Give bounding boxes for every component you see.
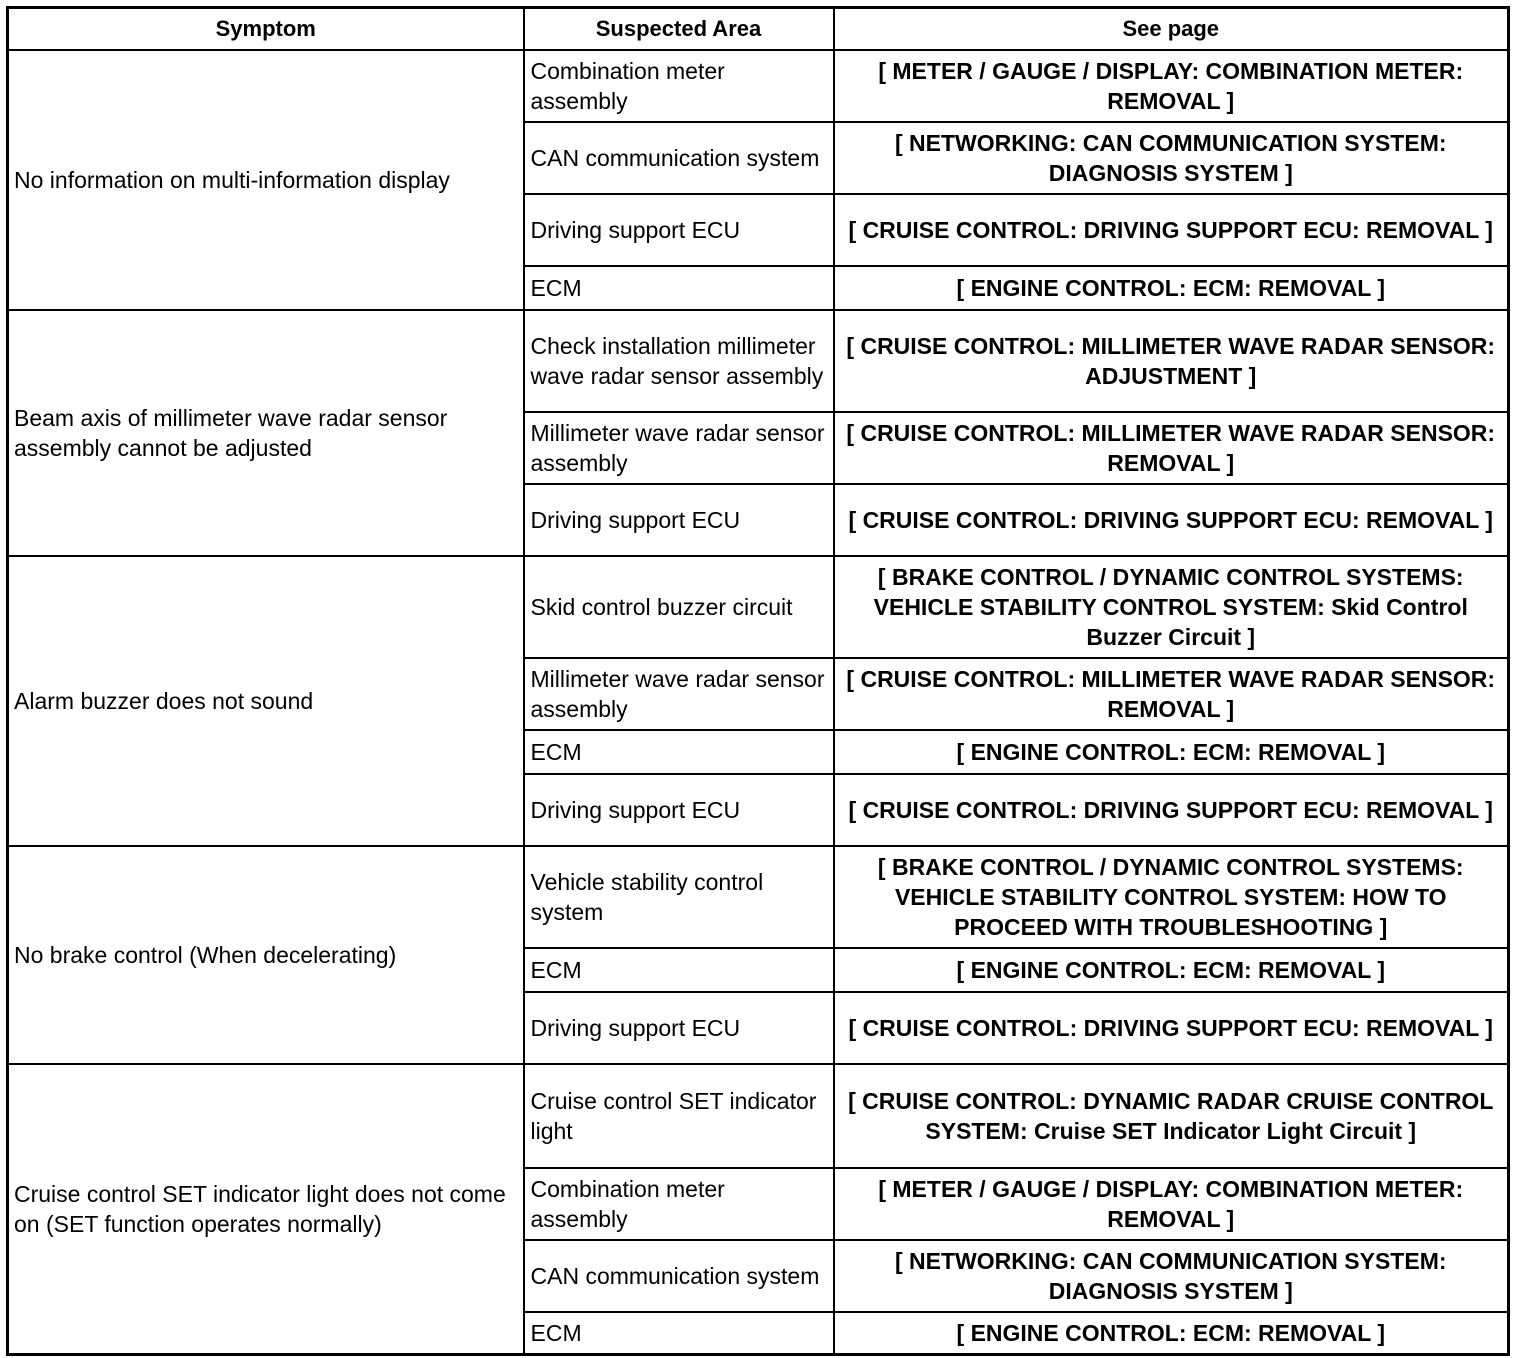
suspected-area-cell: ECM <box>524 730 834 774</box>
see-page-link[interactable]: [ CRUISE CONTROL: MILLIMETER WAVE RADAR SENSOR: REMOVAL ] <box>834 412 1509 484</box>
see-page-link[interactable]: [ CRUISE CONTROL: DRIVING SUPPORT ECU: REMOVAL ] <box>834 992 1509 1064</box>
suspected-area-cell: CAN communication system <box>524 1240 834 1312</box>
suspected-area-cell: Driving support ECU <box>524 774 834 846</box>
suspected-area-cell: Check installation millimeter wave radar sensor assembly <box>524 310 834 412</box>
see-page-link[interactable]: [ METER / GAUGE / DISPLAY: COMBINATION METER: REMOVAL ] <box>834 1168 1509 1240</box>
suspected-area-cell: ECM <box>524 266 834 310</box>
header-symptom: Symptom <box>8 8 524 51</box>
table-row <box>8 846 1509 948</box>
table-row <box>8 50 1509 122</box>
table-row <box>8 310 1509 412</box>
see-page-link[interactable]: [ ENGINE CONTROL: ECM: REMOVAL ] <box>834 266 1509 310</box>
suspected-area-cell: Skid control buzzer circuit <box>524 556 834 658</box>
symptom-cell: No information on multi-information display <box>8 50 524 310</box>
suspected-area-cell: Millimeter wave radar sensor assembly <box>524 412 834 484</box>
table-row <box>8 1064 1509 1168</box>
suspected-area-cell: Combination meter assembly <box>524 1168 834 1240</box>
suspected-area-cell: Vehicle stability control system <box>524 846 834 948</box>
see-page-link[interactable]: [ ENGINE CONTROL: ECM: REMOVAL ] <box>834 1312 1509 1354</box>
suspected-area-cell: Driving support ECU <box>524 484 834 556</box>
see-page-link[interactable]: [ METER / GAUGE / DISPLAY: COMBINATION METER: REMOVAL ] <box>834 50 1509 122</box>
see-page-link[interactable]: [ NETWORKING: CAN COMMUNICATION SYSTEM: DIAGNOSIS SYSTEM ] <box>834 1240 1509 1312</box>
suspected-area-cell: ECM <box>524 1312 834 1354</box>
symptom-cell: Alarm buzzer does not sound <box>8 556 524 846</box>
symptom-cell: Beam axis of millimeter wave radar sensor assembly cannot be adjusted <box>8 310 524 556</box>
see-page-link[interactable]: [ BRAKE CONTROL / DYNAMIC CONTROL SYSTEMS: VEHICLE STABILITY CONTROL SYSTEM: HOW TO PROCEED WITH TROUBLESHOOTING ] <box>834 846 1509 948</box>
header-row <box>8 8 1509 51</box>
see-page-link[interactable]: [ NETWORKING: CAN COMMUNICATION SYSTEM: DIAGNOSIS SYSTEM ] <box>834 122 1509 194</box>
see-page-link[interactable]: [ CRUISE CONTROL: MILLIMETER WAVE RADAR SENSOR: REMOVAL ] <box>834 658 1509 730</box>
symptom-cell: No brake control (When decelerating) <box>8 846 524 1064</box>
suspected-area-cell: Driving support ECU <box>524 194 834 266</box>
see-page-link[interactable]: [ ENGINE CONTROL: ECM: REMOVAL ] <box>834 948 1509 992</box>
see-page-link[interactable]: [ CRUISE CONTROL: DRIVING SUPPORT ECU: REMOVAL ] <box>834 194 1509 266</box>
suspected-area-cell: Combination meter assembly <box>524 50 834 122</box>
suspected-area-cell: Millimeter wave radar sensor assembly <box>524 658 834 730</box>
suspected-area-cell: ECM <box>524 948 834 992</box>
header-see-page: See page <box>834 8 1509 51</box>
symptom-cell: Cruise control SET indicator light does not come on (SET function operates normally) <box>8 1064 524 1354</box>
see-page-link[interactable]: [ CRUISE CONTROL: MILLIMETER WAVE RADAR SENSOR: ADJUSTMENT ] <box>834 310 1509 412</box>
suspected-area-cell: Cruise control SET indicator light <box>524 1064 834 1168</box>
see-page-link[interactable]: [ CRUISE CONTROL: DRIVING SUPPORT ECU: REMOVAL ] <box>834 774 1509 846</box>
table-row <box>8 556 1509 658</box>
see-page-link[interactable]: [ ENGINE CONTROL: ECM: REMOVAL ] <box>834 730 1509 774</box>
see-page-link[interactable]: [ BRAKE CONTROL / DYNAMIC CONTROL SYSTEMS: VEHICLE STABILITY CONTROL SYSTEM: Skid Control Buzzer Circuit ] <box>834 556 1509 658</box>
table-body <box>8 50 1509 1354</box>
header-suspected-area: Suspected Area <box>524 8 834 51</box>
suspected-area-cell: CAN communication system <box>524 122 834 194</box>
see-page-link[interactable]: [ CRUISE CONTROL: DYNAMIC RADAR CRUISE CONTROL SYSTEM: Cruise SET Indicator Light Circuit ] <box>834 1064 1509 1168</box>
troubleshooting-table <box>6 6 1510 1356</box>
see-page-link[interactable]: [ CRUISE CONTROL: DRIVING SUPPORT ECU: REMOVAL ] <box>834 484 1509 556</box>
suspected-area-cell: Driving support ECU <box>524 992 834 1064</box>
